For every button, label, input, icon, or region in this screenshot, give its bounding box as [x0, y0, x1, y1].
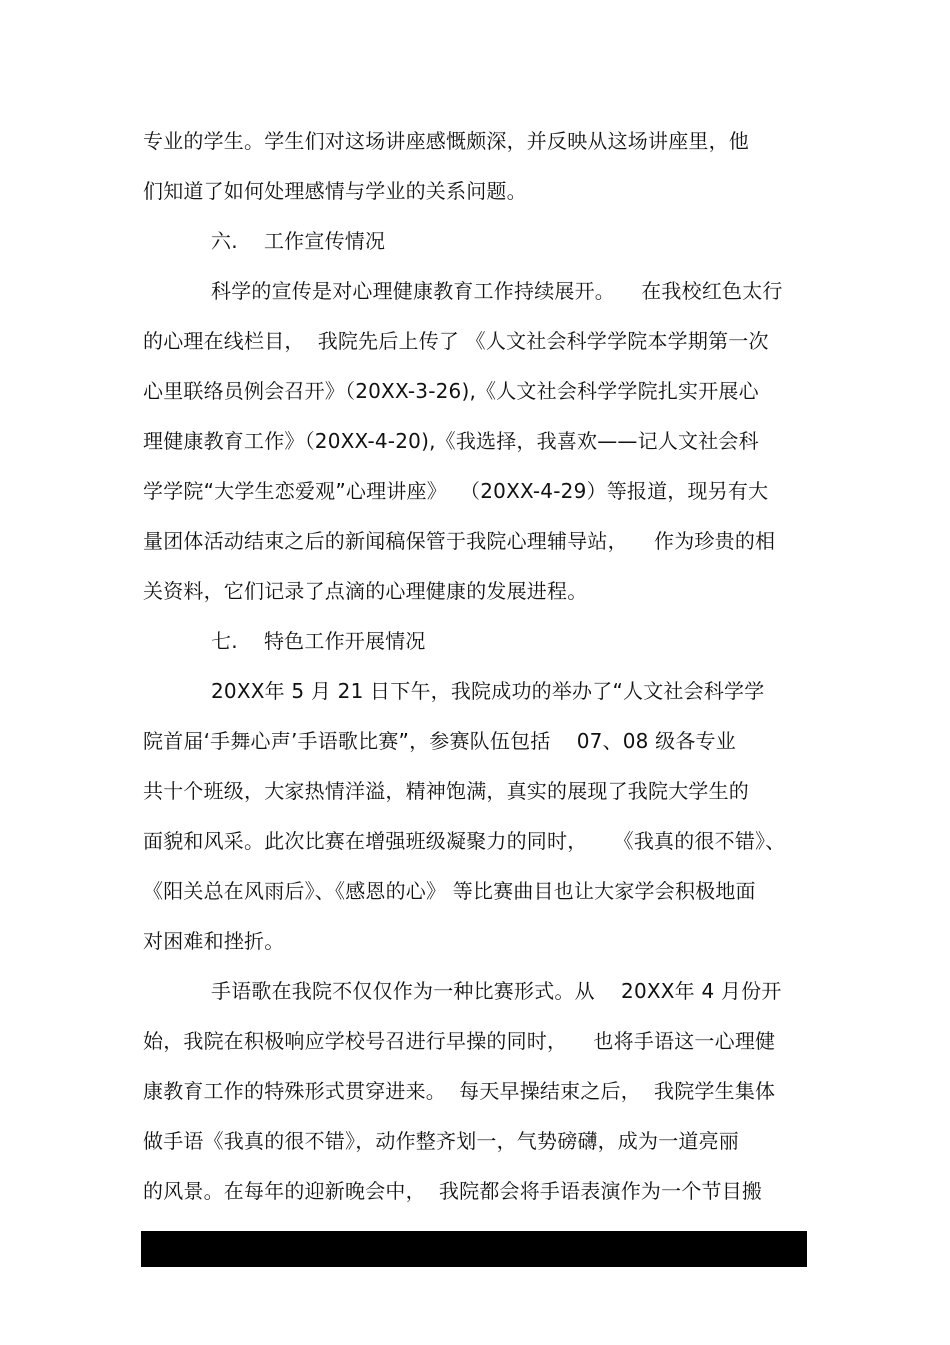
text-line-1: 专业的学生。学生们对这场讲座感慨颇深，并反映从这场讲座里，他 — [143, 129, 749, 153]
text-line-17: 对困难和挫折。 — [143, 929, 285, 953]
text-line-19: 始，我院在积极响应学校号召进行早操的同时， 也将手语这一心理健 — [143, 1029, 776, 1053]
section-heading-7: 七. 特色工作开展情况 — [211, 629, 426, 653]
footer-black-bar — [141, 1231, 807, 1267]
text-line-9: 量团体活动结束之后的新闻稿保管于我院心理辅导站， 作为珍贵的相 — [143, 529, 776, 553]
text-line-12: 20XX年 5 月 21 日下午，我院成功的举办了“人文社会科学学 — [211, 679, 765, 703]
text-line-5: 的心理在线栏目， 我院先后上传了 《人文社会科学学院本学期第一次 — [143, 329, 769, 353]
text-line-22: 的风景。在每年的迎新晚会中， 我院都会将手语表演作为一个节目搬 — [143, 1179, 763, 1203]
text-line-6: 心里联络员例会召开》（20XX-3-26),《人文社会科学学院扎实开展心 — [143, 379, 759, 403]
text-line-20: 康教育工作的特殊形式贯穿进来。 每天早操结束之后， 我院学生集体 — [143, 1079, 776, 1103]
text-line-13: 院首届‘手舞心声’手语歌比赛”，参赛队伍包括 07、08 级各专业 — [143, 729, 736, 753]
text-line-16: 《阳关总在风雨后》、《感恩的心》 等比赛曲目也让大家学会积极地面 — [143, 879, 756, 903]
text-line-14: 共十个班级，大家热情洋溢，精神饱满，真实的展现了我院大学生的 — [143, 779, 749, 803]
text-line-2: 们知道了如何处理感情与学业的关系问题。 — [143, 179, 527, 203]
text-line-15: 面貌和风采。此次比赛在增强班级凝聚力的同时， 《我真的很不错》、 — [143, 829, 786, 853]
text-line-10: 关资料，它们记录了点滴的心理健康的发展进程。 — [143, 579, 588, 603]
text-line-8: 学学院“大学生恋爱观”心理讲座》 （20XX-4-29）等报道，现另有大 — [143, 479, 769, 503]
text-line-7: 理健康教育工作》（20XX-4-20),《我选择，我喜欢——记人文社会科 — [143, 429, 759, 453]
text-line-21: 做手语《我真的很不错》，动作整齐划一，气势磅礴，成为一道亮丽 — [143, 1129, 739, 1153]
section-heading-6: 六. 工作宣传情况 — [211, 229, 386, 253]
text-line-4: 科学的宣传是对心理健康教育工作持续展开。 在我校红色太行 — [211, 279, 783, 303]
text-line-18: 手语歌在我院不仅仅作为一种比赛形式。从 20XX年 4 月份开 — [211, 979, 782, 1003]
